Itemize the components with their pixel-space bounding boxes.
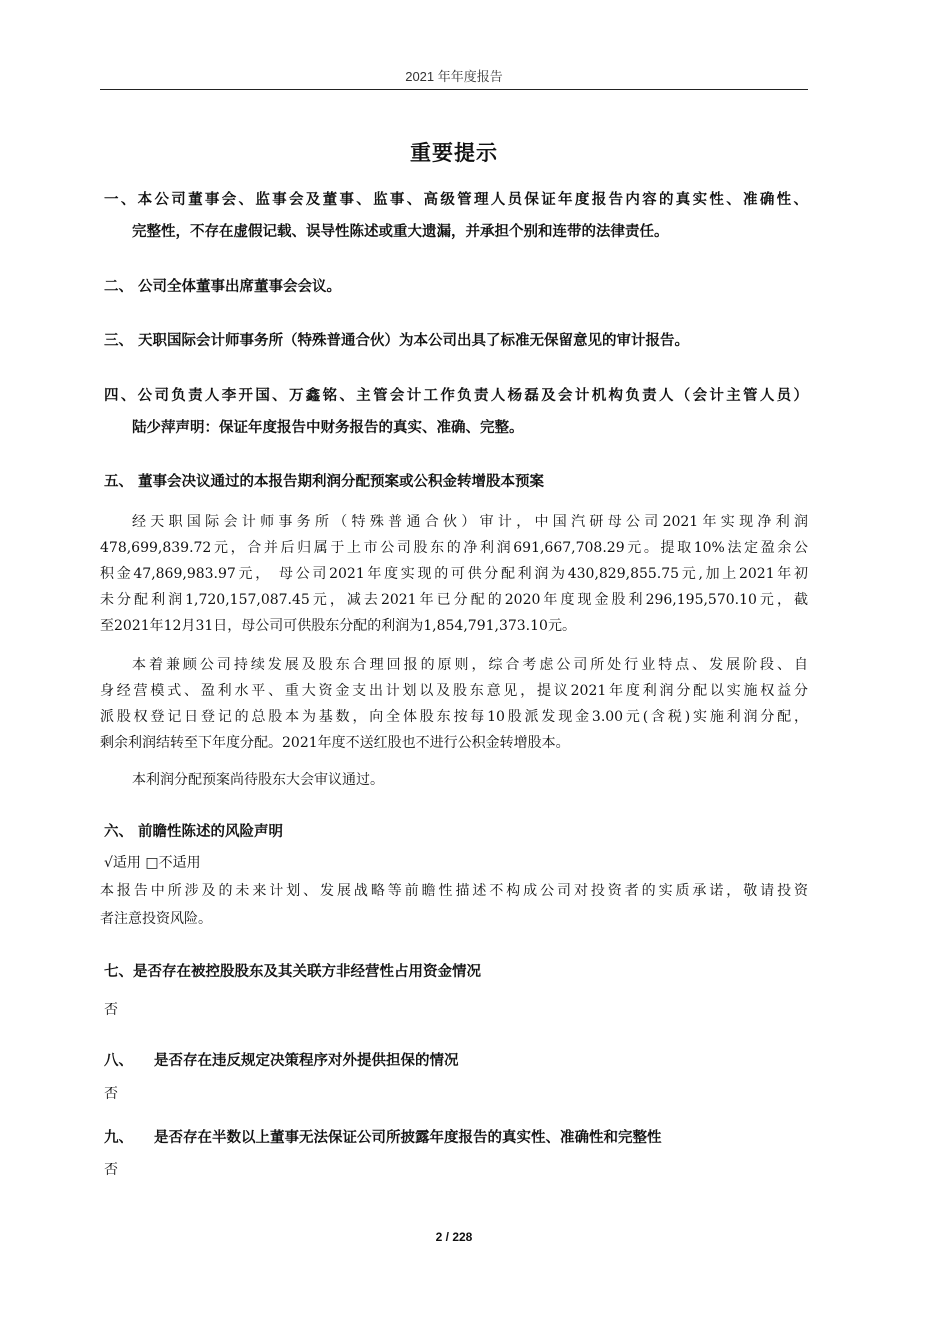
item-3: 三、 天职国际会计师事务所（特殊普通合伙）为本公司出具了标准无保留意见的审计报告。 xyxy=(104,333,690,349)
header-rule xyxy=(100,89,808,90)
item-4-line-1: 四、公司负责人李开国、万鑫铭、主管会计工作负责人杨磊及会计机构负责人（会计主管人员） xyxy=(104,388,808,404)
profit-paragraph-line: 经天职国际会计师事务所（特殊普通合伙）审计，中国汽研母公司2021年实现净利润 xyxy=(132,514,808,530)
report-header: 2021 年年度报告 xyxy=(405,69,503,84)
item-2: 二、 公司全体董事出席董事会会议。 xyxy=(104,279,342,295)
distribution-paragraph-line: 本着兼顾公司持续发展及股东合理回报的原则，综合考虑公司所处行业特点、发展阶段、自 xyxy=(132,657,808,673)
item-9-number: 九、 xyxy=(104,1130,133,1146)
distribution-paragraph-line: 派股权登记日登记的总股本为基数，向全体股东按每10股派发现金3.00元(含税)实施利润分配， xyxy=(100,709,808,725)
profit-paragraph-line: 至2021年12月31日，母公司可供股东分配的利润为1,854,791,373.10元。 xyxy=(100,618,576,634)
item-1-line-1: 一、本公司董事会、监事会及董事、监事、高级管理人员保证年度报告内容的真实性、准确性、 xyxy=(104,192,808,208)
item-8-heading: 是否存在违反规定决策程序对外提供担保的情况 xyxy=(154,1053,459,1069)
distribution-paragraph-line: 剩余利润结转至下年度分配。2021年度不送红股也不进行公积金转增股本。 xyxy=(100,735,570,751)
applicability-options: √适用 □不适用 xyxy=(104,855,201,871)
page-title: 重要提示 xyxy=(410,141,498,165)
approval-note: 本利润分配预案尚待股东大会审议通过。 xyxy=(132,772,384,788)
item-9-answer: 否 xyxy=(104,1162,118,1178)
item-4-line-2: 陆少萍声明：保证年度报告中财务报告的真实、准确、完整。 xyxy=(132,420,524,436)
profit-paragraph-line: 478,699,839.72元，合并后归属于上市公司股东的净利润691,667,708.29元。提取10%法定盈余公 xyxy=(100,540,808,556)
page-number: 2 / 228 xyxy=(435,1230,473,1244)
profit-paragraph-line: 未分配利润1,720,157,087.45元，减去2021年已分配的2020年度现金股利296,195,570.10元，截 xyxy=(100,592,808,608)
risk-statement-line: 者注意投资风险。 xyxy=(100,911,212,927)
item-1-line-2: 完整性，不存在虚假记载、误导性陈述或重大遗漏，并承担个别和连带的法律责任。 xyxy=(132,224,669,240)
item-5-heading: 五、 董事会决议通过的本报告期利润分配预案或公积金转增股本预案 xyxy=(104,474,545,490)
risk-statement-line: 本报告中所涉及的未来计划、发展战略等前瞻性描述不构成公司对投资者的实质承诺，敬请投资 xyxy=(100,883,808,899)
item-7-answer: 否 xyxy=(104,1002,118,1018)
item-8-number: 八、 xyxy=(104,1053,133,1069)
item-6-heading: 六、 前瞻性陈述的风险声明 xyxy=(104,824,284,840)
item-9-heading: 是否存在半数以上董事无法保证公司所披露年度报告的真实性、准确性和完整性 xyxy=(154,1130,662,1146)
profit-paragraph-line: 积金47,869,983.97元， 母公司2021年度实现的可供分配利润为430,829,855.75元,加上2021年初 xyxy=(100,566,808,582)
item-8-answer: 否 xyxy=(104,1086,118,1102)
distribution-paragraph-line: 身经营模式、盈利水平、重大资金支出计划以及股东意见，提议2021年度利润分配以实施权益分 xyxy=(100,683,808,699)
item-7-heading: 七、是否存在被控股股东及其关联方非经营性占用资金情况 xyxy=(104,964,481,980)
